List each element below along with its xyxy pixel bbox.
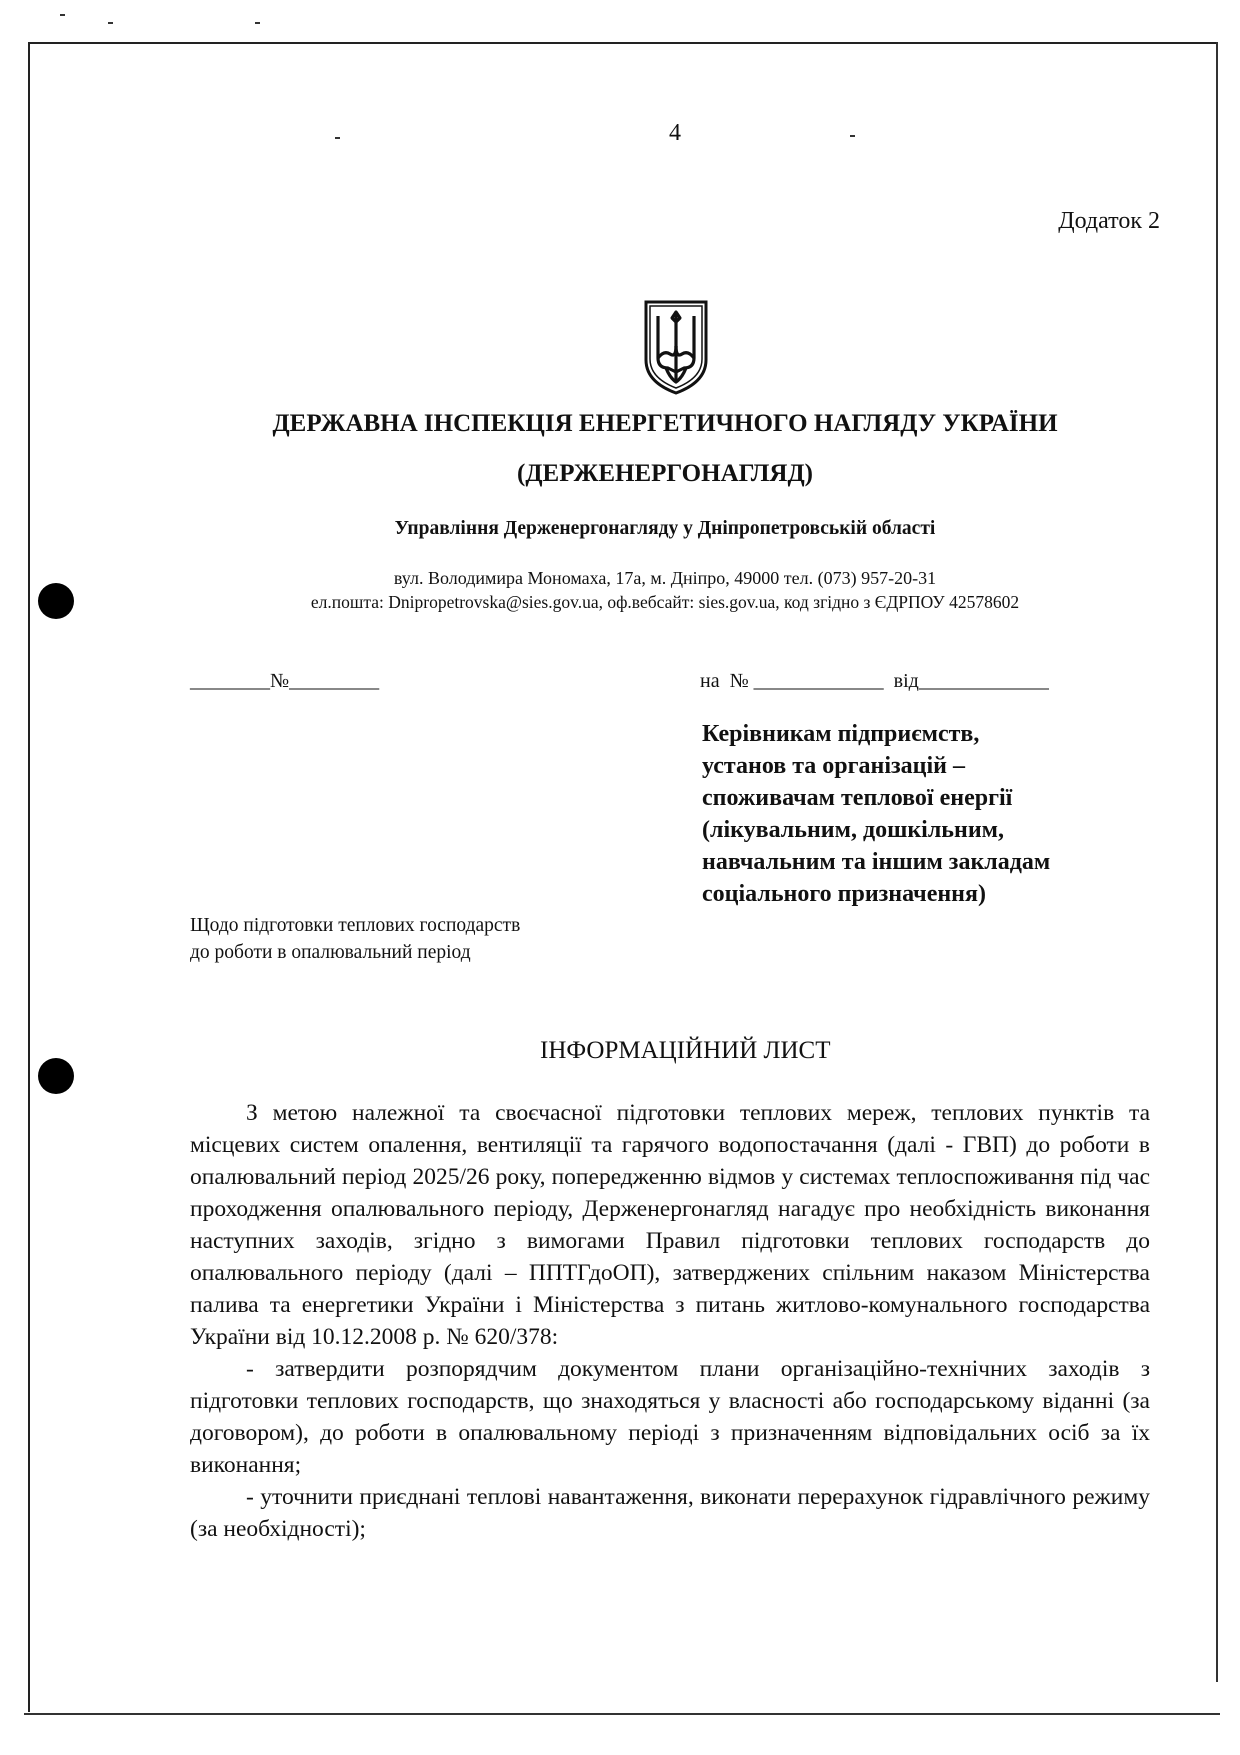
recipient-line: споживачам теплової енергії — [702, 785, 1013, 811]
letter-subject — [190, 912, 650, 966]
punch-hole — [38, 1058, 74, 1094]
agency-contacts: ел.пошта: Dnipropetrovska@sies.gov.ua, оф.вебсайт: sies.gov.ua, код згідно з ЄДРПОУ 42578602 — [310, 592, 1020, 612]
subject-line: Щодо підготовки теплових господарств — [190, 915, 521, 936]
scan-speck — [255, 22, 260, 24]
outgoing-registration: ________№_________ — [190, 670, 380, 692]
page-frame-top — [28, 42, 1218, 44]
recipient-line: Керівникам підприємств, — [702, 721, 980, 747]
agency-name: ДЕРЖАВНА ІНСПЕКЦІЯ ЕНЕРГЕТИЧНОГО НАГЛЯДУ УКРАЇНИ — [272, 410, 1058, 437]
recipient-line: (лікувальним, дошкільним, — [702, 817, 1005, 843]
recipient-line: навчальним та іншим закладам — [702, 849, 1051, 875]
subject-line: до роботи в опалювальний період — [190, 942, 471, 963]
body-paragraph: - уточнити приєднані теплові навантаження, виконати перерахунок гідравлічного режиму (за необхідності); — [190, 1484, 1150, 1542]
page-frame-bottom — [24, 1713, 1220, 1715]
incoming-registration: на № _____________ від_____________ — [700, 670, 1049, 692]
document-title: ІНФОРМАЦІЙНИЙ ЛИСТ — [540, 1037, 831, 1064]
scan-speck — [850, 135, 855, 137]
appendix-label: Додаток 2 — [1058, 208, 1160, 234]
agency-address: вул. Володимира Мономаха, 17а, м. Дніпро, 49000 тел. (073) 957-20-31 — [393, 568, 937, 588]
recipient-line: соціального призначення) — [702, 881, 986, 907]
punch-hole — [38, 583, 74, 619]
agency-short-name: (ДЕРЖЕНЕРГОНАГЛЯД) — [517, 460, 813, 487]
body-paragraph: - затвердити розпорядчим документом плани організаційно-технічних заходів з підготовки теплових господарств, що знаходяться у власності або господарському віданні (за договором), до роботи в опалювальному періоді з призначенням відповідальних осіб за їх виконання; — [190, 1356, 1150, 1478]
page-frame-right — [1216, 42, 1218, 1682]
recipient-line: установ та організацій – — [702, 753, 965, 779]
department-name: Управління Держенергонагляду у Дніпропетровській області — [394, 518, 936, 539]
page-frame-left — [28, 42, 30, 1712]
scan-speck — [108, 22, 113, 24]
body-paragraph: З метою належної та своєчасної підготовки теплових мереж, теплових пунктів та місцевих систем опалення, вентиляції та гарячого водопостачання (далі - ГВП) до роботи в опалювальний період 2025/26 року, попередженню відмов у системах теплоспоживання під час проходження опалювального періоду, Держенергонагляд нагадує про необхідність виконання наступних заходів, згідно з вимогами Правил підготовки теплових господарств до опалювального періоду (далі – ППТГдоОП), затверджених спільним наказом Міністерства палива та енергетики України і Міністерства з питань житлово-комунального господарства України від 10.12.2008 р. № 620/378: — [190, 1100, 1150, 1350]
trident-coat-of-arms-icon — [642, 298, 710, 396]
recipients-block — [702, 718, 1162, 910]
scan-speck — [60, 14, 65, 16]
scan-speck — [335, 137, 340, 139]
page-number: 4 — [669, 120, 681, 146]
letter-body — [190, 1097, 1150, 1545]
